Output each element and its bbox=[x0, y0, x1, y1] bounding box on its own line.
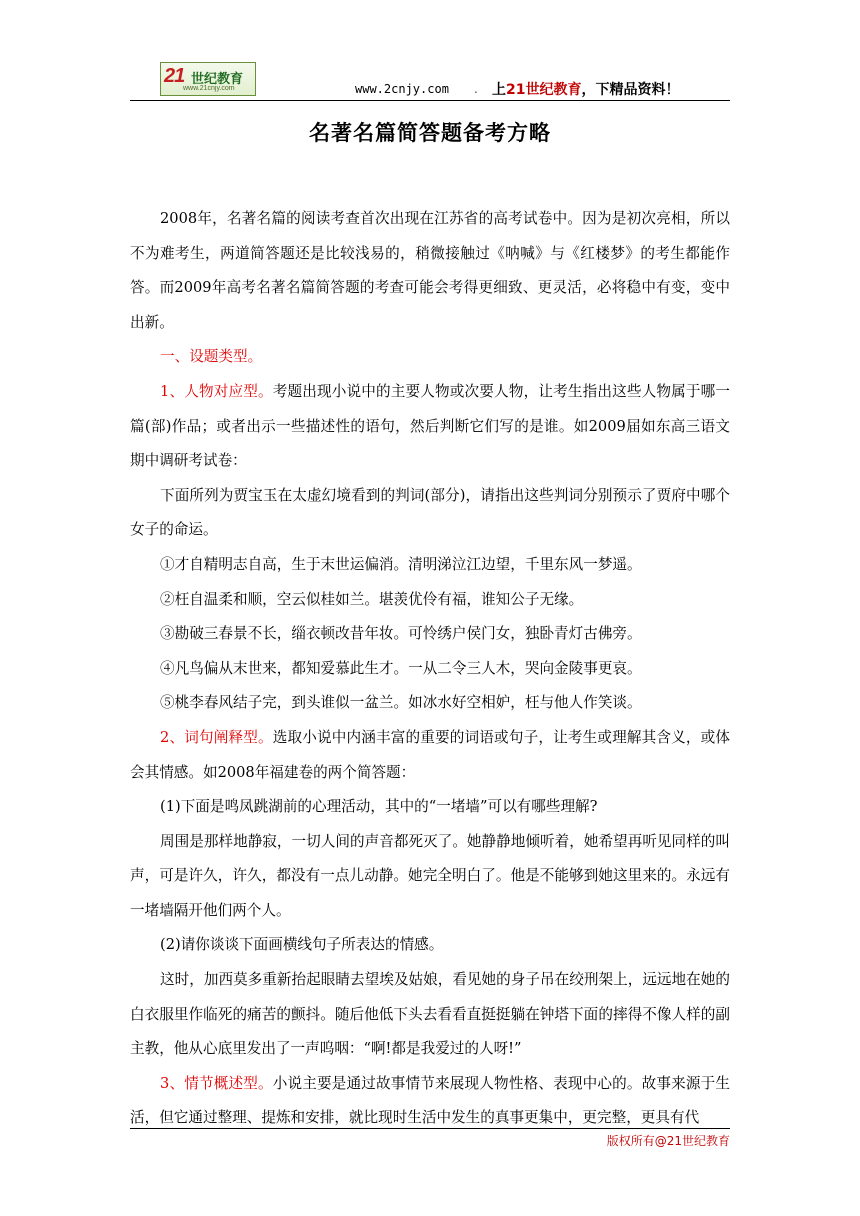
list-item: ④凡鸟偏从末世来，都知爱慕此生才。一从二令三人木，哭向金陵事更哀。 bbox=[160, 659, 642, 677]
paragraph: 3、情节概述型。小说主要是通过故事情节来展现人物性格、表现中心的。故事来源于生活，但它通过整理、提炼和安排，就比现时生活中发生的真事更集中，更完整，更具有代 bbox=[130, 1074, 730, 1127]
logo-mark: 21 bbox=[164, 65, 185, 87]
header-divider bbox=[130, 100, 730, 101]
paragraph: 这时，加西莫多重新抬起眼睛去望埃及姑娘，看见她的身子吊在绞刑架上，远远地在她的白衣服里作临死的痛苦的颤抖。随后他低下头去看看直挺挺躺在钟塔下面的摔得不像人样的副主教，他从心底里发出了一声呜咽：“啊!都是我爱过的人呀!” bbox=[130, 971, 730, 1058]
paragraph: 1、人物对应型。考题出现小说中的主要人物或次要人物，让考生指出这些人物属于哪一篇(部)作品；或者出示一些描述性的语句，然后判断它们写的是谁。如2009届如东高三语文期中调研考试卷： bbox=[130, 382, 730, 470]
header-dot: . bbox=[474, 82, 478, 96]
footer-divider bbox=[130, 1128, 730, 1129]
subheading: 2、词句阐释型。 bbox=[160, 728, 273, 746]
header-url[interactable]: www.2cnjy.com bbox=[355, 82, 449, 96]
header-slogan bbox=[492, 79, 679, 99]
paragraph: 下面所列为贾宝玉在太虚幻境看到的判词(部分)，请指出这些判词分别预示了贾府中哪个女子的命运。 bbox=[130, 486, 730, 539]
list-item: ②枉自温柔和顺，空云似桂如兰。堪羡优伶有福，谁知公子无缘。 bbox=[160, 590, 584, 608]
question: (1)下面是鸣凤跳湖前的心理活动，其中的“一堵墙”可以有哪些理解? bbox=[160, 798, 598, 816]
paragraph: 2008年，名著名篇的阅读考查首次出现在江苏省的高考试卷中。因为是初次亮相，所以不为难考生，两道简答题还是比较浅易的，稍微接触过《呐喊》与《红楼梦》的考生都能作答。而2009年高考名著名篇简答题的考查可能会考得更细致、更灵活，必将稳中有变，变中出新。 bbox=[130, 210, 730, 331]
slogan-suffix: ，下精品资料！ bbox=[581, 82, 680, 98]
slogan-prefix: 上 bbox=[492, 82, 506, 98]
list-item: ①才自精明志自高，生于末世运偏消。清明涕泣江边望，千里东风一梦遥。 bbox=[160, 555, 642, 573]
subheading: 3、情节概述型。 bbox=[160, 1074, 273, 1092]
page-title: 名著名篇简答题备考方略 bbox=[309, 121, 551, 145]
section-heading: 一、设题类型。 bbox=[160, 348, 263, 366]
document-body bbox=[130, 202, 730, 1136]
paragraph: 2、词句阐释型。选取小说中内涵丰富的重要的词语或句子，让考生或理解其含义，或体会其情感。如2008年福建卷的两个简答题： bbox=[130, 728, 730, 781]
question: (2)请你谈谈下面画横线句子所表达的情感。 bbox=[160, 936, 444, 954]
list-item: ⑤桃李春风结子完，到头谁似一盆兰。如冰水好空相妒，枉与他人作笑谈。 bbox=[160, 694, 642, 712]
slogan-brand: 21世纪教育 bbox=[506, 82, 582, 98]
footer-copyright: 版权所有@21世纪教育 bbox=[606, 1134, 730, 1148]
list-item: ③勘破三春景不长，缁衣顿改昔年妆。可怜绣户侯门女，独卧青灯古佛旁。 bbox=[160, 625, 642, 643]
logo-brand: 世纪教育 bbox=[191, 72, 244, 87]
paragraph: 周围是那样地静寂，一切人间的声音都死灭了。她静静地倾听着，她希望再听见同样的叫声，可是许久，许久，都没有一点儿动静。她完全明白了。他是不能够到她这里来的。永远有一堵墙隔开他们两个人。 bbox=[130, 832, 730, 919]
subheading: 1、人物对应型。 bbox=[160, 382, 273, 400]
site-logo[interactable] bbox=[160, 62, 256, 96]
logo-url: www.21cnjy.com bbox=[183, 85, 235, 92]
